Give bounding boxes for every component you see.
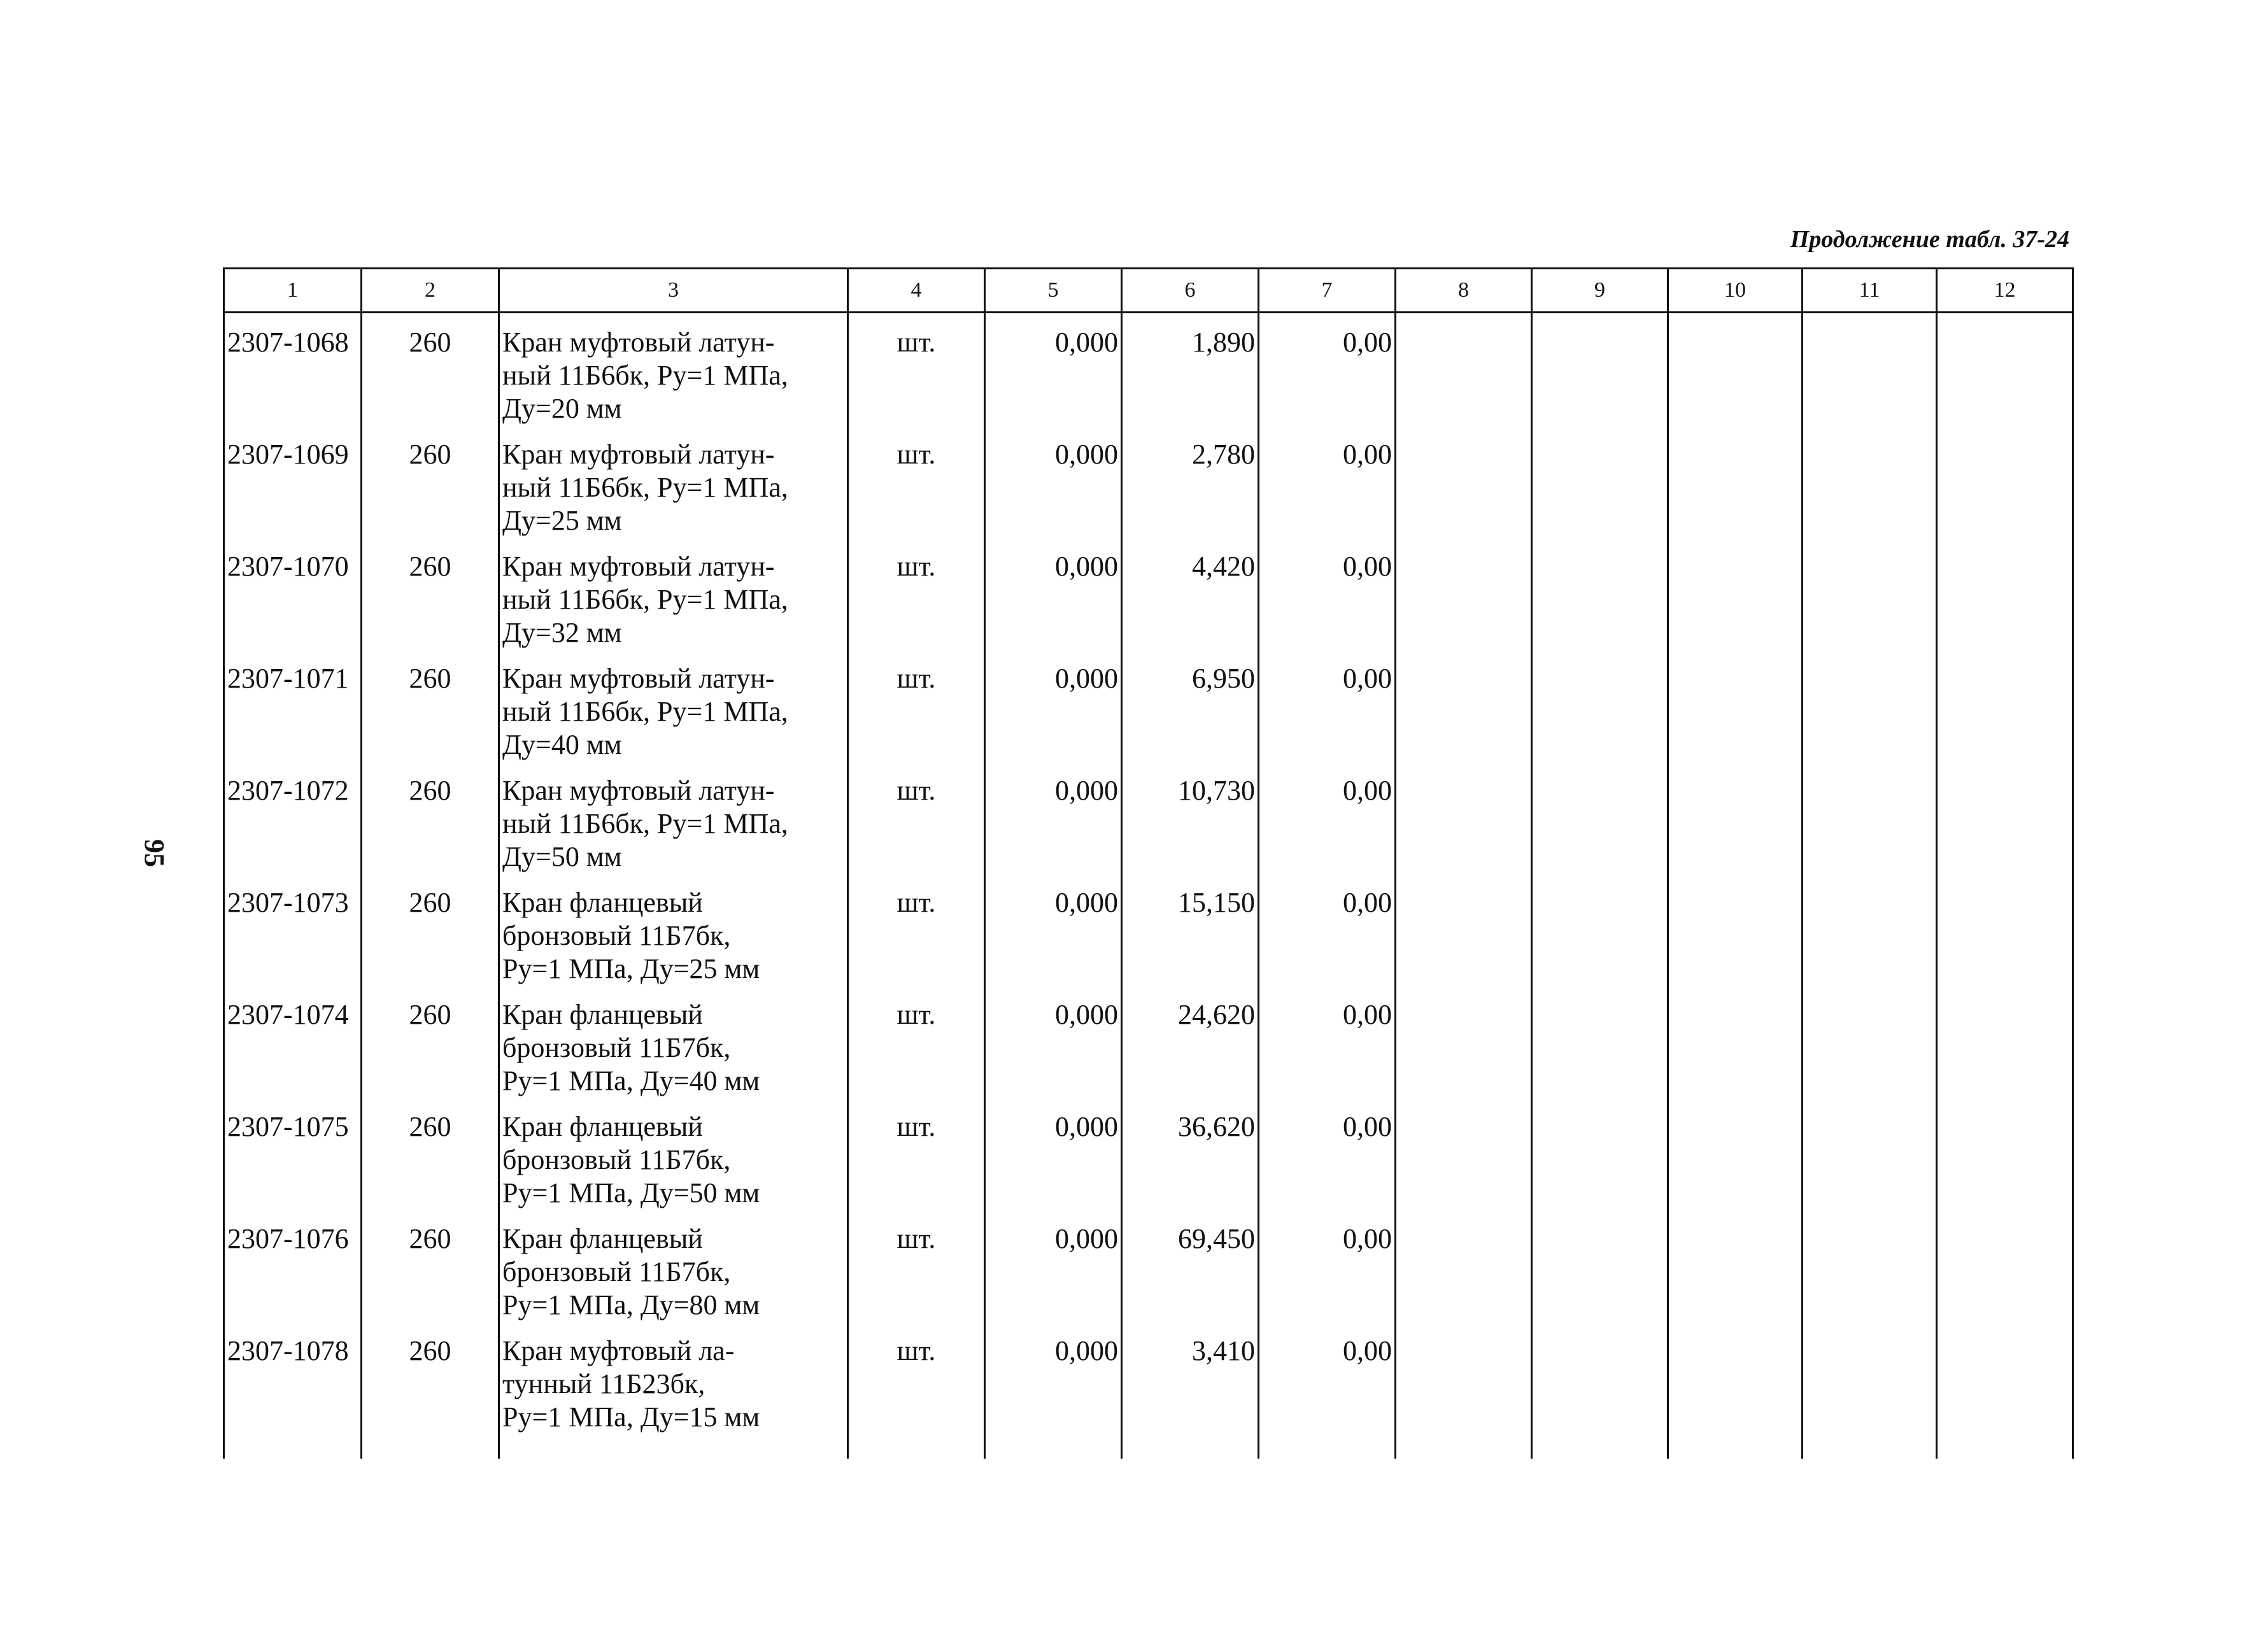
column-5-value-cell: 0,000: [985, 1210, 1122, 1322]
empty-cell: [1532, 313, 1668, 426]
column-header: 6: [1122, 269, 1259, 313]
table-row: [224, 874, 2073, 986]
column-6-value-cell: 69,450: [1122, 1210, 1259, 1322]
empty-cell: [1803, 313, 1937, 426]
description-line: Ду=20 мм: [502, 393, 622, 424]
empty-cell: [1396, 649, 1532, 761]
empty-cell: [1532, 1322, 1668, 1459]
description-line: ный 11Б6бк, Ру=1 МПа,: [502, 808, 788, 839]
unit-cell: шт.: [848, 986, 985, 1098]
column-5-value-cell: 0,000: [985, 537, 1122, 649]
description-line: Ру=1 МПа, Ду=80 мм: [502, 1289, 760, 1320]
column-header: 5: [985, 269, 1122, 313]
column-7-value-cell: 0,00: [1259, 313, 1396, 426]
column-header: 4: [848, 269, 985, 313]
empty-cell: [1668, 649, 1803, 761]
empty-cell: [1668, 537, 1803, 649]
column-header: 2: [362, 269, 499, 313]
column-header: 7: [1259, 269, 1396, 313]
group-cell: 260: [362, 1098, 499, 1210]
empty-cell: [1396, 761, 1532, 874]
column-5-value-cell: 0,000: [985, 1322, 1122, 1459]
empty-cell: [1532, 425, 1668, 537]
column-7-value-cell: 0,00: [1259, 1322, 1396, 1459]
empty-cell: [1803, 986, 1937, 1098]
unit-cell: шт.: [848, 1210, 985, 1322]
resource-code-cell: 2307-1073: [224, 874, 362, 986]
table-row: [224, 649, 2073, 761]
column-header: 12: [1937, 269, 2073, 313]
table-row: [224, 313, 2073, 426]
description-line: Кран муфтовый латун-: [502, 327, 775, 358]
group-cell: 260: [362, 1322, 499, 1459]
empty-cell: [1937, 1322, 2073, 1459]
table-row: [224, 1322, 2073, 1459]
description-line: ный 11Б6бк, Ру=1 МПа,: [502, 696, 788, 727]
resource-code-cell: 2307-1075: [224, 1098, 362, 1210]
price-table: [223, 267, 2074, 1459]
unit-cell: шт.: [848, 761, 985, 874]
description-line: Кран фланцевый: [502, 1223, 703, 1254]
description-line: бронзовый 11Б7бк,: [502, 1144, 731, 1175]
column-7-value-cell: 0,00: [1259, 649, 1396, 761]
empty-cell: [1532, 1210, 1668, 1322]
empty-cell: [1668, 761, 1803, 874]
column-7-value-cell: 0,00: [1259, 874, 1396, 986]
column-6-value-cell: 6,950: [1122, 649, 1259, 761]
empty-cell: [1532, 649, 1668, 761]
empty-cell: [1937, 649, 2073, 761]
description-line: Кран фланцевый: [502, 999, 703, 1030]
description-line: Ду=50 мм: [502, 841, 622, 872]
description-line: Кран муфтовый латун-: [502, 439, 775, 470]
column-5-value-cell: 0,000: [985, 986, 1122, 1098]
description-line: Ру=1 МПа, Ду=50 мм: [502, 1177, 760, 1208]
column-6-value-cell: 1,890: [1122, 313, 1259, 426]
description-line: Ру=1 МПа, Ду=25 мм: [502, 953, 760, 984]
empty-cell: [1668, 1210, 1803, 1322]
empty-cell: [1803, 761, 1937, 874]
column-6-value-cell: 36,620: [1122, 1098, 1259, 1210]
description-line: Кран муфтовый ла-: [502, 1335, 735, 1366]
column-7-value-cell: 0,00: [1259, 1098, 1396, 1210]
description-line: бронзовый 11Б7бк,: [502, 920, 731, 951]
column-7-value-cell: 0,00: [1259, 986, 1396, 1098]
column-6-value-cell: 4,420: [1122, 537, 1259, 649]
description-line: Кран муфтовый латун-: [502, 551, 775, 582]
unit-cell: шт.: [848, 649, 985, 761]
empty-cell: [1532, 761, 1668, 874]
resource-code-cell: 2307-1074: [224, 986, 362, 1098]
table-row: [224, 537, 2073, 649]
column-7-value-cell: 0,00: [1259, 1210, 1396, 1322]
table-body: [224, 313, 2073, 1459]
description-line: Ду=40 мм: [502, 729, 622, 760]
table-row: [224, 986, 2073, 1098]
empty-cell: [1803, 874, 1937, 986]
column-header: 9: [1532, 269, 1668, 313]
empty-cell: [1937, 1098, 2073, 1210]
description-cell: [499, 1098, 848, 1210]
description-line: ный 11Б6бк, Ру=1 МПа,: [502, 472, 788, 503]
empty-cell: [1396, 874, 1532, 986]
column-header: 10: [1668, 269, 1803, 313]
empty-cell: [1803, 1322, 1937, 1459]
empty-cell: [1396, 537, 1532, 649]
empty-cell: [1532, 1098, 1668, 1210]
empty-cell: [1937, 761, 2073, 874]
description-line: тунный 11Б23бк,: [502, 1368, 705, 1399]
group-cell: 260: [362, 425, 499, 537]
column-6-value-cell: 2,780: [1122, 425, 1259, 537]
empty-cell: [1396, 425, 1532, 537]
page-number: 95: [139, 839, 170, 867]
empty-cell: [1668, 874, 1803, 986]
description-line: Кран муфтовый латун-: [502, 775, 775, 806]
empty-cell: [1396, 1098, 1532, 1210]
column-6-value-cell: 10,730: [1122, 761, 1259, 874]
column-6-value-cell: 3,410: [1122, 1322, 1259, 1459]
description-line: Кран фланцевый: [502, 1111, 703, 1142]
description-cell: [499, 1322, 848, 1459]
column-7-value-cell: 0,00: [1259, 425, 1396, 537]
empty-cell: [1803, 537, 1937, 649]
resource-code-cell: 2307-1069: [224, 425, 362, 537]
empty-cell: [1532, 986, 1668, 1098]
empty-cell: [1803, 1210, 1937, 1322]
empty-cell: [1937, 425, 2073, 537]
description-cell: [499, 986, 848, 1098]
unit-cell: шт.: [848, 425, 985, 537]
empty-cell: [1396, 1210, 1532, 1322]
column-6-value-cell: 15,150: [1122, 874, 1259, 986]
description-line: ный 11Б6бк, Ру=1 МПа,: [502, 584, 788, 615]
empty-cell: [1532, 537, 1668, 649]
column-5-value-cell: 0,000: [985, 649, 1122, 761]
description-line: Ду=32 мм: [502, 617, 622, 648]
description-line: Ру=1 МПа, Ду=40 мм: [502, 1065, 760, 1096]
description-cell: [499, 761, 848, 874]
column-header: 3: [499, 269, 848, 313]
empty-cell: [1803, 425, 1937, 537]
description-line: бронзовый 11Б7бк,: [502, 1032, 731, 1063]
resource-code-cell: 2307-1070: [224, 537, 362, 649]
column-7-value-cell: 0,00: [1259, 537, 1396, 649]
resource-code-cell: 2307-1071: [224, 649, 362, 761]
description-line: Ду=25 мм: [502, 505, 622, 536]
column-header: 8: [1396, 269, 1532, 313]
empty-cell: [1668, 1098, 1803, 1210]
group-cell: 260: [362, 313, 499, 426]
description-line: бронзовый 11Б7бк,: [502, 1256, 731, 1287]
empty-cell: [1803, 1098, 1937, 1210]
empty-cell: [1937, 1210, 2073, 1322]
column-header: 11: [1803, 269, 1937, 313]
empty-cell: [1937, 986, 2073, 1098]
empty-cell: [1937, 313, 2073, 426]
group-cell: 260: [362, 761, 499, 874]
description-cell: [499, 1210, 848, 1322]
empty-cell: [1937, 874, 2073, 986]
unit-cell: шт.: [848, 313, 985, 426]
column-7-value-cell: 0,00: [1259, 761, 1396, 874]
description-line: Ру=1 МПа, Ду=15 мм: [502, 1401, 760, 1433]
description-cell: [499, 425, 848, 537]
column-6-value-cell: 24,620: [1122, 986, 1259, 1098]
unit-cell: шт.: [848, 537, 985, 649]
table-caption: Продолжение табл. 37-24: [1790, 226, 2069, 253]
description-cell: [499, 649, 848, 761]
empty-cell: [1532, 874, 1668, 986]
group-cell: 260: [362, 1210, 499, 1322]
group-cell: 260: [362, 874, 499, 986]
description-cell: [499, 313, 848, 426]
empty-cell: [1668, 425, 1803, 537]
group-cell: 260: [362, 986, 499, 1098]
description-cell: [499, 537, 848, 649]
resource-code-cell: 2307-1078: [224, 1322, 362, 1459]
description-line: Кран муфтовый латун-: [502, 663, 775, 694]
group-cell: 260: [362, 649, 499, 761]
description-line: Кран фланцевый: [502, 887, 703, 918]
table-row: [224, 1098, 2073, 1210]
empty-cell: [1668, 986, 1803, 1098]
unit-cell: шт.: [848, 1322, 985, 1459]
empty-cell: [1803, 649, 1937, 761]
empty-cell: [1396, 986, 1532, 1098]
resource-code-cell: 2307-1072: [224, 761, 362, 874]
empty-cell: [1396, 313, 1532, 426]
group-cell: 260: [362, 537, 499, 649]
column-header: 1: [224, 269, 362, 313]
resource-code-cell: 2307-1076: [224, 1210, 362, 1322]
empty-cell: [1396, 1322, 1532, 1459]
column-5-value-cell: 0,000: [985, 874, 1122, 986]
description-line: ный 11Б6бк, Ру=1 МПа,: [502, 360, 788, 391]
table-header-row: [224, 269, 2073, 313]
column-5-value-cell: 0,000: [985, 425, 1122, 537]
resource-code-cell: 2307-1068: [224, 313, 362, 426]
column-5-value-cell: 0,000: [985, 313, 1122, 426]
empty-cell: [1668, 313, 1803, 426]
unit-cell: шт.: [848, 1098, 985, 1210]
column-5-value-cell: 0,000: [985, 761, 1122, 874]
table-row: [224, 425, 2073, 537]
unit-cell: шт.: [848, 874, 985, 986]
column-5-value-cell: 0,000: [985, 1098, 1122, 1210]
empty-cell: [1937, 537, 2073, 649]
table-row: [224, 1210, 2073, 1322]
description-cell: [499, 874, 848, 986]
empty-cell: [1668, 1322, 1803, 1459]
table-row: [224, 761, 2073, 874]
